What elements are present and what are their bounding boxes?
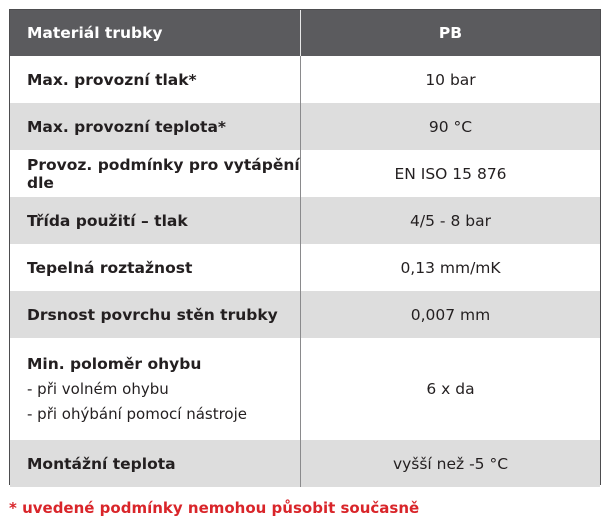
spec-table — [9, 9, 601, 485]
row-subline: - při volném ohybu — [27, 380, 169, 398]
row-value: EN ISO 15 876 — [394, 164, 507, 183]
table-row — [10, 103, 600, 150]
table-row — [10, 56, 600, 103]
table-row — [10, 440, 600, 487]
footnote: * uvedené podmínky nemohou působit současně — [9, 499, 420, 517]
row-label: Drsnost povrchu stěn trubky — [10, 291, 301, 338]
row-value: 90 °C — [428, 117, 473, 136]
row-value: 10 bar — [425, 70, 476, 89]
row-value: 4/5 - 8 bar — [410, 211, 491, 230]
row-label: Max. provozní teplota* — [10, 103, 301, 150]
row-label: Tepelná roztažnost — [10, 244, 301, 291]
row-subline: - při ohýbání pomocí nástroje — [27, 405, 247, 423]
table-row — [10, 291, 600, 338]
table-header-row — [10, 10, 600, 56]
header-label: Materiál trubky — [10, 10, 301, 56]
row-label: Třída použití – tlak — [10, 197, 301, 244]
row-label: Montážní teplota — [10, 440, 301, 487]
row-value: 0,13 mm/mK — [400, 258, 501, 277]
row-label: Provoz. podmínky pro vytápění dle — [10, 150, 301, 197]
table-row — [10, 338, 600, 440]
table-row — [10, 197, 600, 244]
table-row — [10, 150, 600, 197]
row-label: Min. poloměr ohybu — [27, 355, 202, 373]
row-value: vyšší než -5 °C — [392, 454, 509, 473]
row-label: Max. provozní tlak* — [10, 56, 301, 103]
row-value: 6 x da — [426, 380, 475, 398]
row-value: 0,007 mm — [410, 305, 491, 324]
table-row — [10, 244, 600, 291]
row-label-group — [10, 338, 301, 440]
header-value: PB — [438, 24, 463, 42]
